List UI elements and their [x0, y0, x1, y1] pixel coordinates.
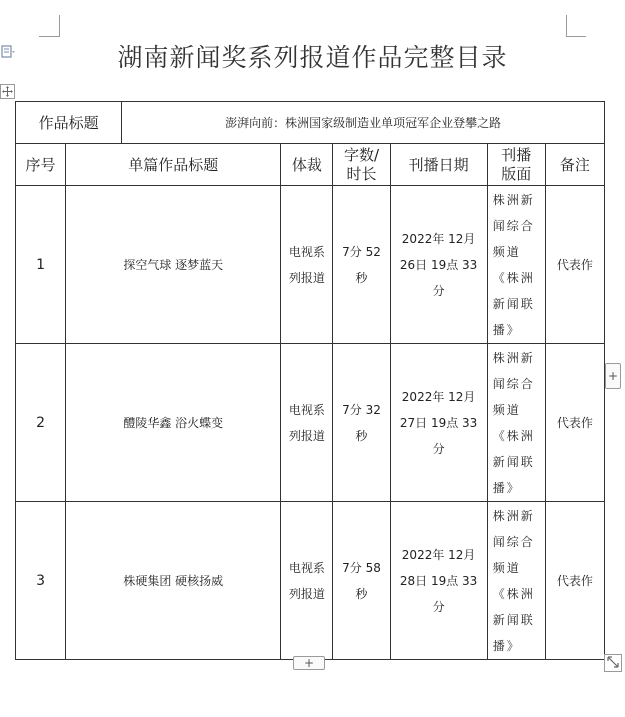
- caption-value: 澎湃向前：株洲国家级制造业单项冠军企业登攀之路: [122, 102, 605, 144]
- row-date: 2022年 12月 28日 19点 33 分: [390, 502, 487, 660]
- row-length: 7分 58 秒: [333, 502, 390, 660]
- row-work-title: 探空气球 逐梦蓝天: [66, 186, 281, 344]
- crop-mark-top-left: [59, 15, 60, 37]
- resize-icon[interactable]: [604, 654, 622, 672]
- works-table: [15, 101, 605, 660]
- row-index: 3: [16, 502, 66, 660]
- add-column-button[interactable]: [605, 363, 621, 389]
- header-row: [16, 144, 605, 186]
- table-row: [16, 186, 605, 344]
- table-row: [16, 344, 605, 502]
- plus-icon: +: [607, 369, 619, 383]
- move-handle-icon[interactable]: [0, 84, 15, 99]
- row-date: 2022年 12月 27日 19点 33 分: [390, 344, 487, 502]
- caption-row: [16, 102, 605, 144]
- header-index: 序号: [16, 144, 66, 186]
- crop-mark-top-right: [566, 36, 586, 37]
- plus-icon: +: [303, 656, 315, 670]
- row-work-title: 株硬集团 硬核扬威: [66, 502, 281, 660]
- page-title: 湖南新闻奖系列报道作品完整目录: [117, 43, 508, 72]
- add-row-button[interactable]: [293, 656, 325, 670]
- row-note: 代表作: [545, 502, 604, 660]
- header-work-title: 单篇作品标题: [66, 144, 281, 186]
- row-section: 株洲新闻综合频道《株洲新闻联播》: [487, 344, 545, 502]
- header-length: 字数/时长: [333, 144, 390, 186]
- row-section: 株洲新闻综合频道《株洲新闻联播》: [487, 502, 545, 660]
- row-index: 2: [16, 344, 66, 502]
- header-section: 刊播版面: [487, 144, 545, 186]
- row-genre: 电视系列报道: [281, 186, 333, 344]
- row-length: 7分 32 秒: [333, 344, 390, 502]
- row-genre: 电视系列报道: [281, 502, 333, 660]
- row-work-title: 醴陵华鑫 浴火蝶变: [66, 344, 281, 502]
- header-genre: 体裁: [281, 144, 333, 186]
- row-note: 代表作: [545, 344, 604, 502]
- header-note: 备注: [545, 144, 604, 186]
- row-index: 1: [16, 186, 66, 344]
- crop-mark-top-left: [39, 36, 59, 37]
- row-length: 7分 52 秒: [333, 186, 390, 344]
- header-date: 刊播日期: [390, 144, 487, 186]
- row-date: 2022年 12月 26日 19点 33 分: [390, 186, 487, 344]
- crop-mark-top-right: [566, 15, 567, 37]
- row-genre: 电视系列报道: [281, 344, 333, 502]
- caption-label: 作品标题: [16, 102, 122, 144]
- row-note: 代表作: [545, 186, 604, 344]
- row-section: 株洲新闻综合频道《株洲新闻联播》: [487, 186, 545, 344]
- table-row: [16, 502, 605, 660]
